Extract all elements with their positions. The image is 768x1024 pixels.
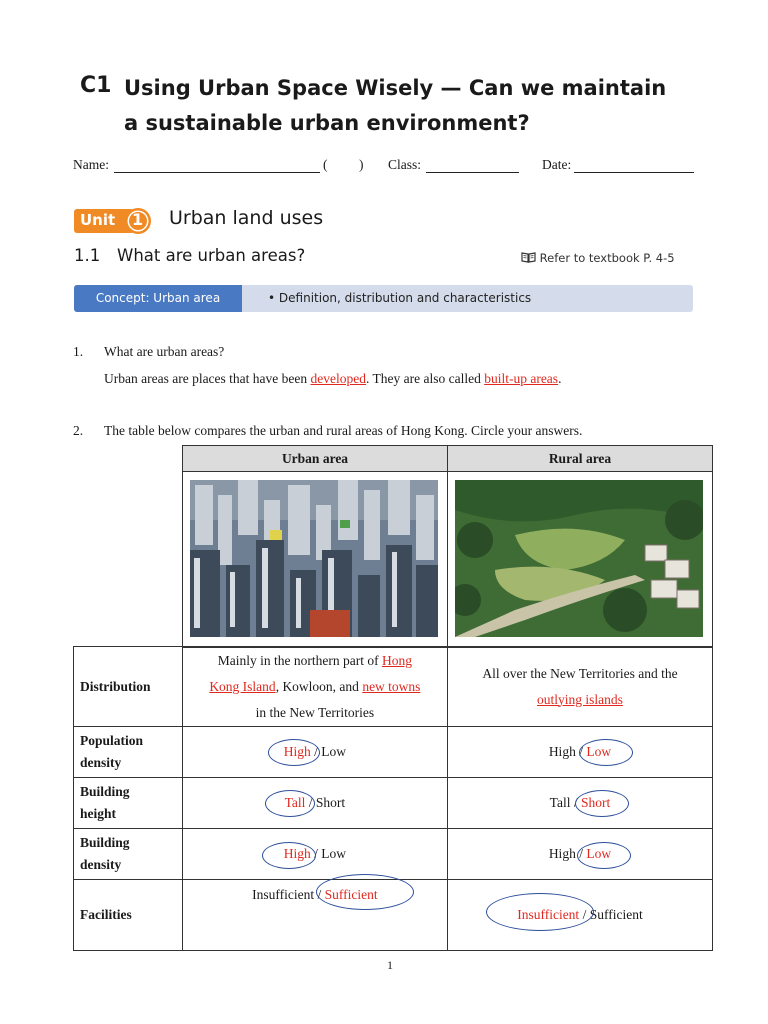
urban-distribution-blank-1b: Kong Island bbox=[209, 678, 276, 694]
separator: / bbox=[310, 846, 322, 861]
label-line-2: height bbox=[80, 806, 117, 821]
separator: / bbox=[575, 744, 587, 759]
q1-answer-blank1: developed bbox=[310, 371, 366, 386]
q1-answer-part1: Urban areas are places that have been bbox=[104, 371, 311, 386]
option-high-selected[interactable]: High bbox=[283, 744, 311, 759]
option-tall-selected[interactable]: Tall bbox=[284, 795, 306, 810]
urban-distribution-blank-1a: Hong bbox=[381, 652, 412, 668]
answer-circle-mark bbox=[265, 790, 315, 817]
answer-circle-mark bbox=[579, 739, 633, 766]
option-high[interactable]: High bbox=[548, 744, 576, 759]
answer-circle-mark bbox=[316, 874, 414, 910]
unit-badge-number: 1 bbox=[132, 210, 144, 229]
option-short[interactable]: Short bbox=[315, 795, 346, 810]
answer-circle-mark bbox=[575, 790, 629, 817]
q1-question: What are urban areas? bbox=[104, 344, 225, 359]
label-line-2: density bbox=[80, 755, 122, 770]
separator: / bbox=[570, 795, 581, 810]
q1-answer-part2: . They are also called bbox=[366, 371, 485, 386]
answer-circle-mark bbox=[577, 842, 631, 869]
option-low-selected[interactable]: Low bbox=[586, 846, 612, 861]
label-line-1: Population bbox=[80, 733, 144, 748]
page-number: 1 bbox=[387, 958, 393, 972]
q1-number: 1. bbox=[73, 344, 84, 359]
rural-distribution-blank: outlying islands bbox=[537, 691, 623, 707]
section-number: 1.1 bbox=[74, 246, 101, 265]
option-low-selected[interactable]: Low bbox=[586, 744, 612, 759]
urban-distribution-text-a: Mainly in the northern part of bbox=[217, 652, 382, 668]
name-field[interactable] bbox=[114, 172, 320, 173]
separator: / bbox=[314, 887, 325, 902]
urban-area-photo bbox=[190, 480, 438, 637]
rural-distribution-text-a: All over the New Territories and the bbox=[482, 665, 678, 681]
concept-description bbox=[268, 291, 531, 305]
separator: / bbox=[305, 795, 316, 810]
rural-distribution-cell bbox=[447, 647, 712, 727]
urban-distribution-blank-2: new towns bbox=[362, 678, 421, 694]
row-label-building-density bbox=[74, 829, 183, 880]
class-label: Class: bbox=[388, 157, 422, 172]
chapter-title: Using Urban Space Wisely — Can we maintain a sustainable urban environment? bbox=[124, 76, 667, 135]
q1-answer bbox=[104, 371, 561, 387]
unit-badge bbox=[74, 207, 156, 235]
paren-open: ( bbox=[323, 157, 328, 172]
rural-area-header: Rural area bbox=[448, 446, 713, 472]
row-label-population-density bbox=[74, 727, 183, 778]
option-high-selected[interactable]: High bbox=[283, 846, 311, 861]
q1-answer-part3: . bbox=[558, 371, 562, 386]
option-insufficient[interactable]: Insufficient bbox=[252, 887, 315, 902]
table-row-distribution bbox=[74, 647, 713, 727]
row-label-facilities: Facilities bbox=[74, 880, 183, 951]
concept-tab: Concept: Urban area bbox=[74, 285, 242, 312]
answer-circle-mark bbox=[268, 739, 320, 766]
separator: / bbox=[579, 907, 590, 922]
paren-close: ) bbox=[359, 157, 364, 172]
separator: / bbox=[575, 846, 587, 861]
q1-answer-blank2: built-up areas bbox=[484, 371, 559, 386]
option-short-selected[interactable]: Short bbox=[580, 795, 611, 810]
section-title: What are urban areas? bbox=[117, 246, 306, 265]
concept-description-text: Definition, distribution and characteristics bbox=[278, 291, 532, 305]
option-tall[interactable]: Tall bbox=[549, 795, 571, 810]
option-sufficient[interactable]: Sufficient bbox=[589, 907, 643, 922]
option-high[interactable]: High bbox=[548, 846, 576, 861]
date-field[interactable] bbox=[574, 172, 694, 173]
answer-circle-mark bbox=[262, 842, 316, 869]
separator: / bbox=[310, 744, 322, 759]
class-field[interactable] bbox=[426, 172, 519, 173]
label-line-1: Building bbox=[80, 835, 130, 850]
q2-question: The table below compares the urban and rural areas of Hong Kong. Circle your answers. bbox=[104, 423, 583, 438]
option-low[interactable]: Low bbox=[321, 744, 346, 759]
urban-distribution-cell bbox=[182, 647, 447, 727]
answer-circle-mark bbox=[486, 893, 594, 931]
label-line-1: Building bbox=[80, 784, 130, 799]
name-label: Name: bbox=[73, 157, 109, 172]
urban-distribution-text-b: , Kowloon, and bbox=[275, 678, 363, 694]
option-sufficient-selected[interactable]: Sufficient bbox=[324, 887, 378, 902]
option-low[interactable]: Low bbox=[321, 846, 346, 861]
row-label-building-height bbox=[74, 778, 183, 829]
urban-distribution-text-c: in the New Territories bbox=[255, 704, 375, 720]
bullet: • bbox=[268, 291, 279, 305]
unit-title: Urban land uses bbox=[169, 207, 324, 229]
q2-number: 2. bbox=[73, 423, 84, 438]
rural-area-photo bbox=[455, 480, 703, 637]
row-label-distribution: Distribution bbox=[74, 647, 183, 727]
reference-text: Refer to textbook P. 4-5 bbox=[539, 251, 675, 265]
label-line-2: density bbox=[80, 857, 122, 872]
date-label: Date: bbox=[542, 157, 572, 172]
unit-badge-word: Unit bbox=[80, 211, 116, 229]
textbook-reference bbox=[521, 251, 675, 265]
option-insufficient-selected[interactable]: Insufficient bbox=[517, 907, 580, 922]
urban-area-header: Urban area bbox=[183, 446, 448, 472]
chapter-code: C1 bbox=[80, 73, 112, 98]
book-icon bbox=[521, 252, 536, 263]
